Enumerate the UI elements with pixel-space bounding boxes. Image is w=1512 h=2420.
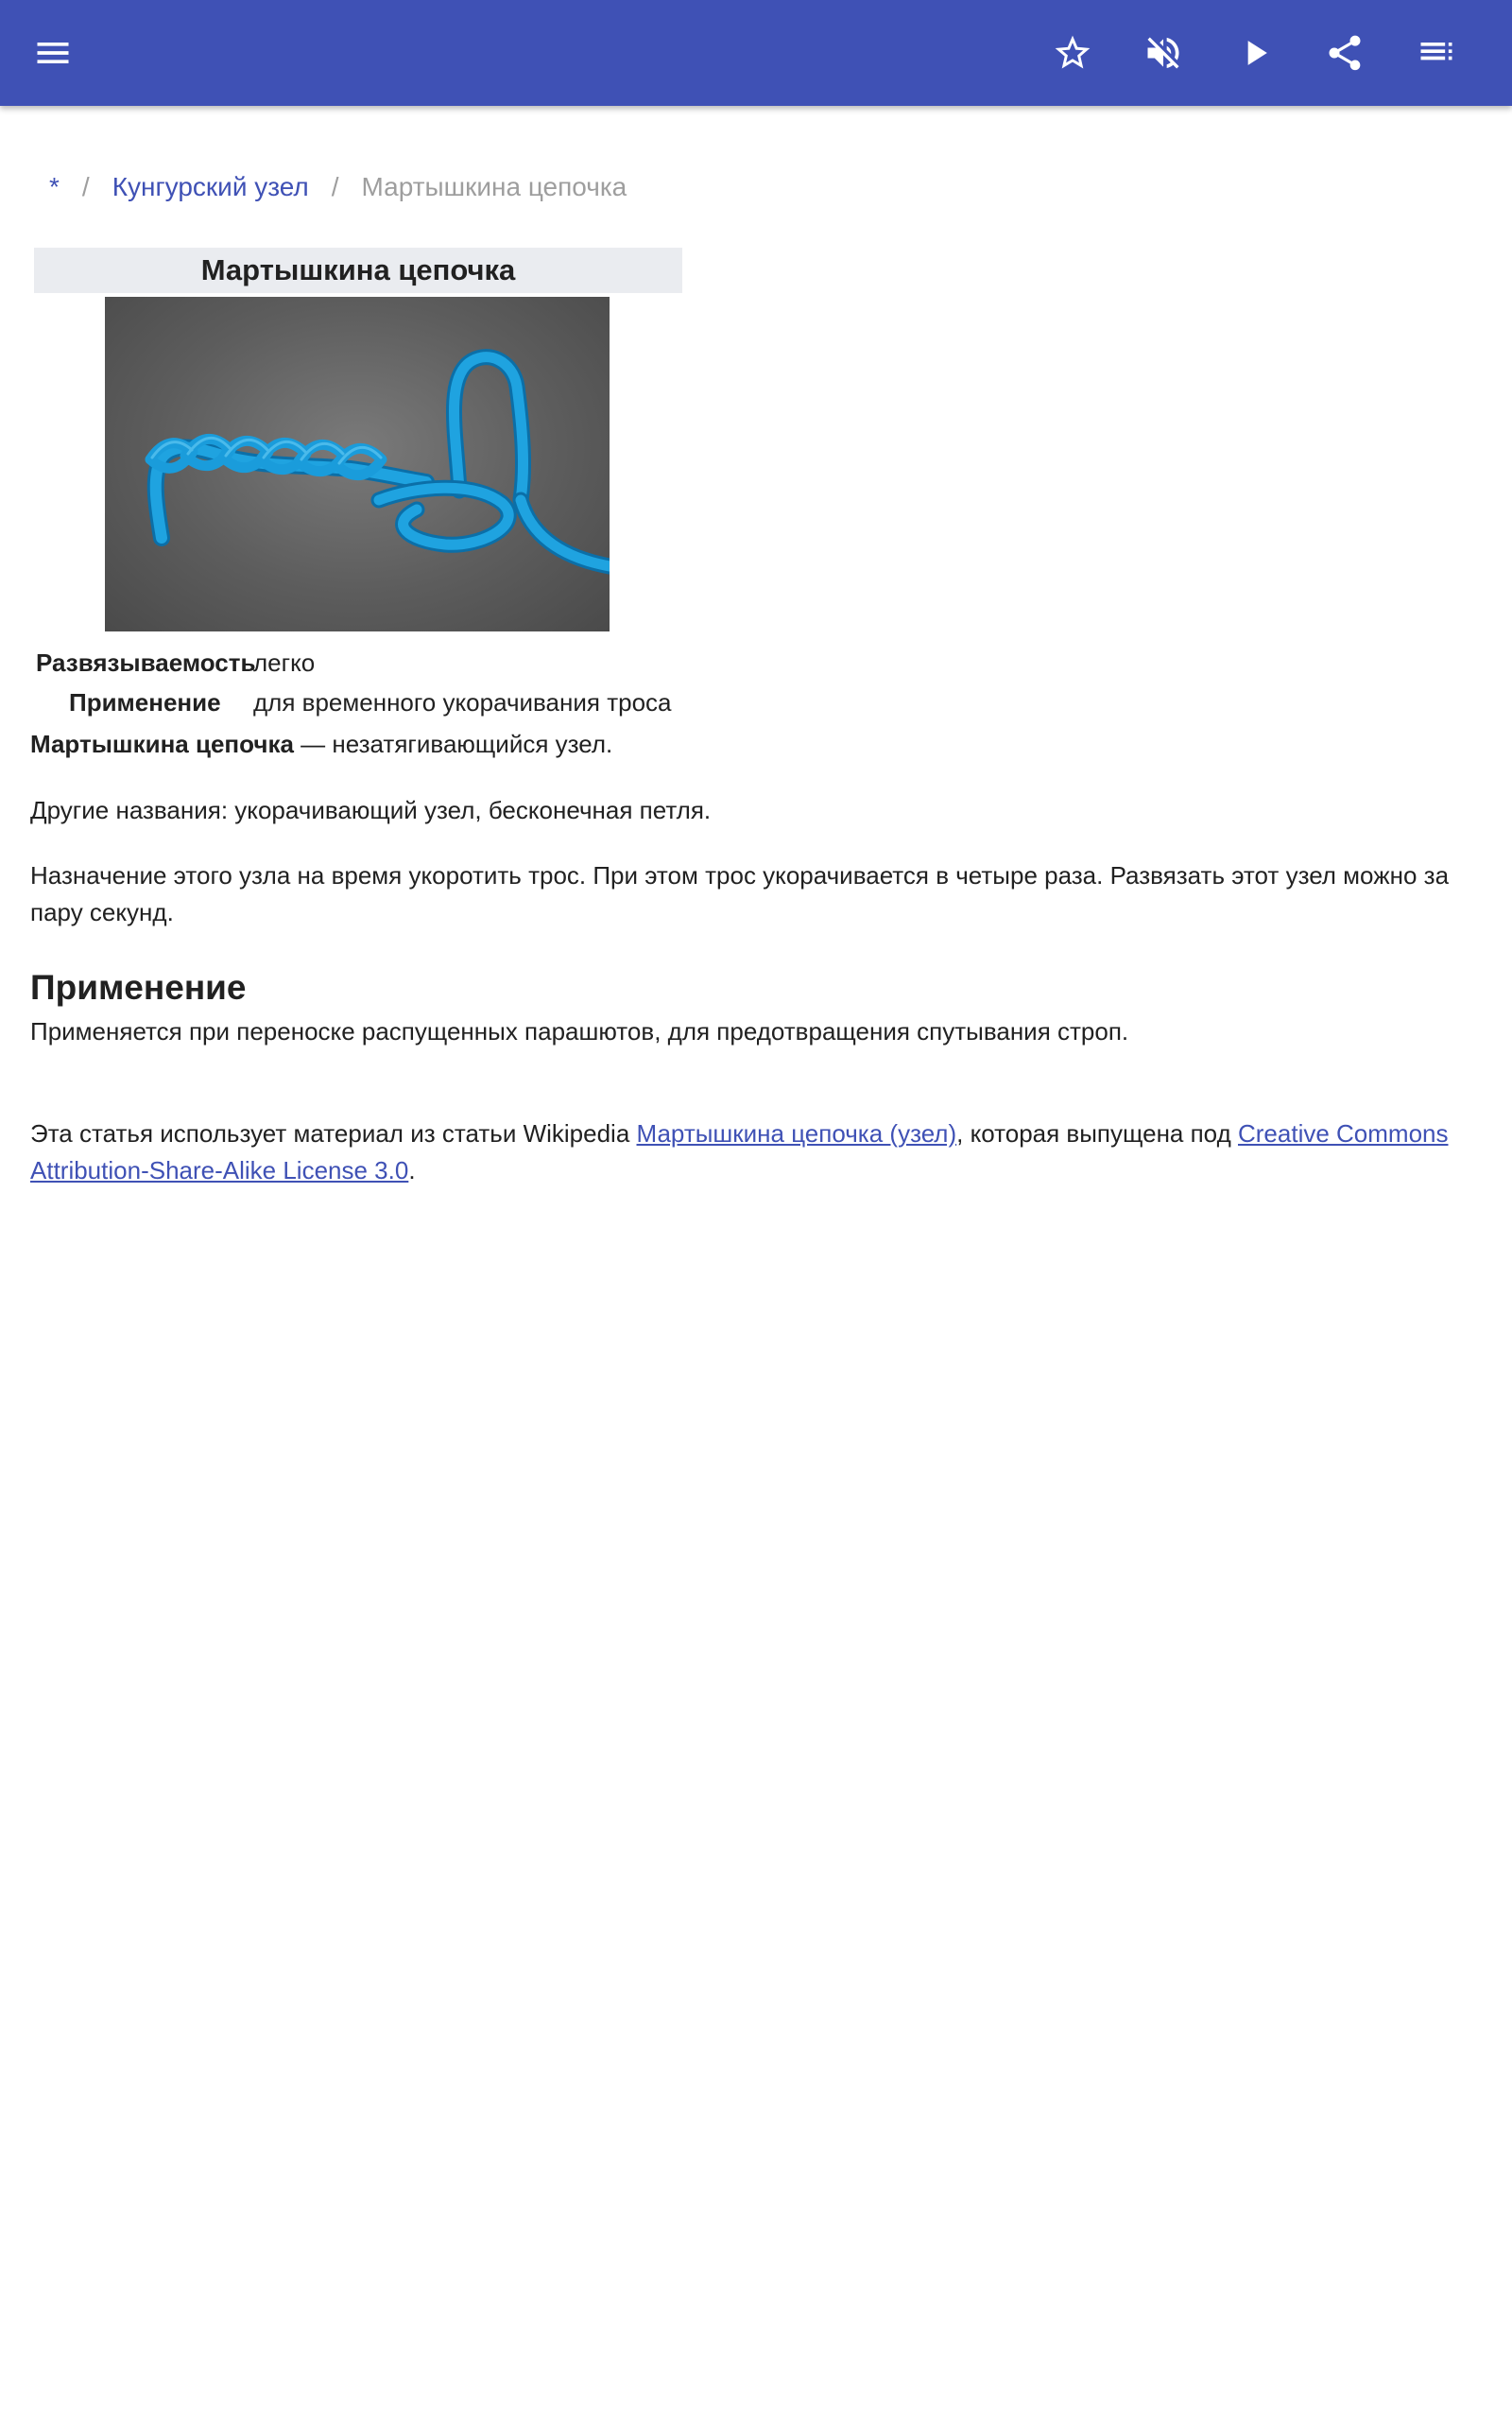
app-bar <box>0 0 1512 106</box>
infobox-value: легко <box>253 648 316 677</box>
knot-photo[interactable] <box>105 297 610 631</box>
breadcrumb-parent[interactable]: Кунгурский узел <box>112 172 309 201</box>
breadcrumb <box>30 166 647 208</box>
star-outline-icon[interactable] <box>1046 26 1099 79</box>
article-paragraph <box>30 857 1482 931</box>
list-icon[interactable] <box>1410 26 1463 79</box>
infobox-label: Развязываемость <box>36 648 256 677</box>
infobox-value: для временного укорачивания троса <box>253 688 672 717</box>
breadcrumb-current: Мартышкина цепочка <box>361 172 627 201</box>
infobox-label: Применение <box>69 688 221 717</box>
section-heading: Применение <box>30 968 247 1007</box>
purpose-paragraph: Назначение этого узла на время укоротить трос. При этом трос укорачивается в четыре раза. Развязать этот узел можно за пару секунд. <box>30 861 1450 926</box>
attribution-prefix: Эта статья использует материал из статьи Wikipedia <box>30 1119 637 1148</box>
breadcrumb-separator: / <box>331 172 339 201</box>
infobox-row <box>36 647 255 679</box>
breadcrumb-home[interactable]: * <box>49 172 60 201</box>
infobox <box>34 248 682 717</box>
breadcrumb-separator: / <box>81 172 90 201</box>
infobox-row <box>69 686 221 718</box>
article-intro <box>30 726 1482 763</box>
attribution-middle: , которая выпущена под <box>956 1119 1238 1148</box>
attribution <box>30 1115 1482 1189</box>
attribution-suffix: . <box>408 1156 416 1184</box>
usage-paragraph: Применяется при переноске распущенных парашютов, для предотвращения спутывания строп. <box>30 1017 1129 1046</box>
license-link[interactable]: Creative Commons Attribution-Share-Alike License 3.0 <box>30 1119 1449 1184</box>
menu-icon[interactable] <box>26 26 79 79</box>
section-paragraph <box>30 1013 1482 1050</box>
knot-illustration <box>105 297 610 631</box>
intro-bold-term: Мартышкина цепочка <box>30 730 294 758</box>
article-paragraph <box>30 792 1482 829</box>
infobox-title: Мартышкина цепочка <box>34 248 682 293</box>
wikipedia-article-link[interactable]: Мартышкина цепочка (узел) <box>636 1119 957 1148</box>
share-icon[interactable] <box>1318 26 1371 79</box>
volume-off-icon[interactable] <box>1137 26 1190 79</box>
play-icon[interactable] <box>1228 26 1281 79</box>
other-names-paragraph: Другие названия: укорачивающий узел, бесконечная петля. <box>30 796 712 824</box>
intro-text: — незатягивающийся узел. <box>293 730 613 758</box>
